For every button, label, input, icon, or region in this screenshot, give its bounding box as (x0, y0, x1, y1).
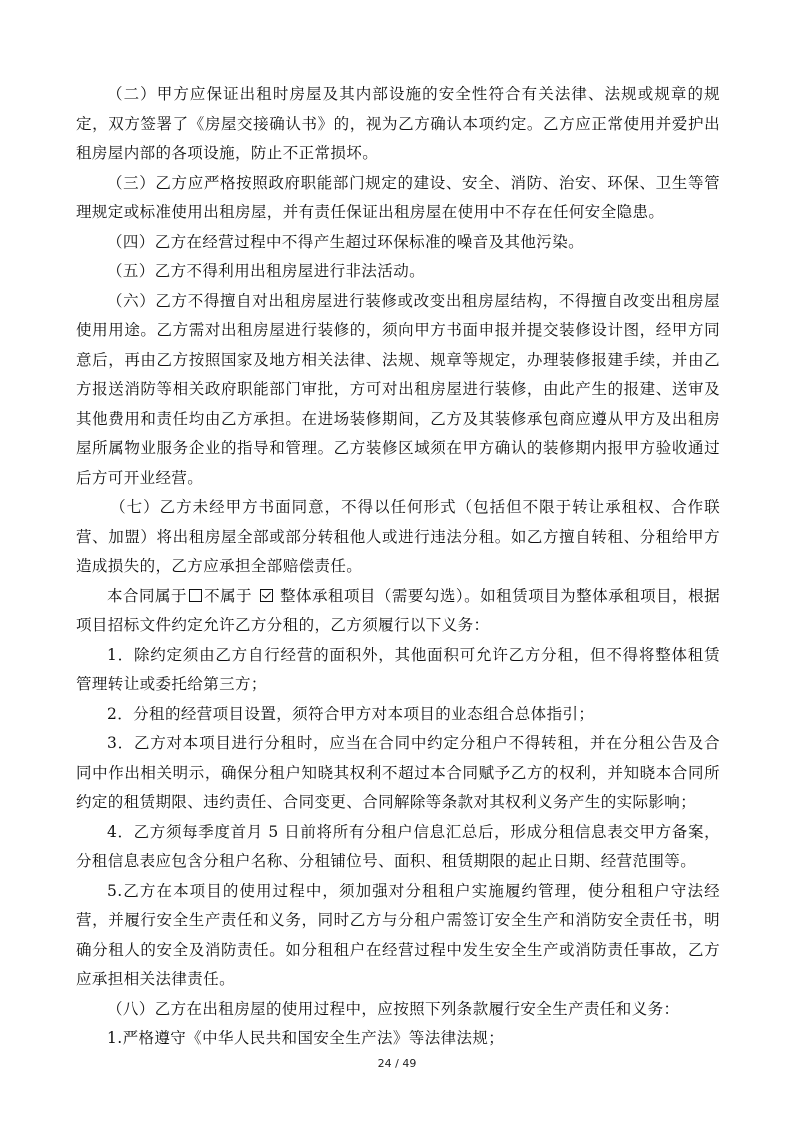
clause-4: （四）乙方在经营过程中不得产生超过环保标准的噪音及其他污染。 (107, 232, 585, 251)
clause-8: （八）乙方在出租房屋的使用过程中，应按照下列条款履行安全生产责任和义务： (107, 999, 680, 1018)
sublease-item-5: 5.乙方在本项目的使用过程中，须加强对分租租户实施履约管理，使分租租户守法经营，并履行安全生产责任和义务，同时乙方与分租户需签订安全生产和消防安全责任书，明确分租人的安全及消防责任。如分租租户在经营过程中发生安全生产或消防责任事故，乙方应承担相关法律责任。 (76, 881, 720, 988)
checkbox-text-before: 本合同属于 (107, 586, 187, 605)
clause-6: （六）乙方不得擅自对出租房屋进行装修或改变出租房屋结构，不得擅自改变出租房屋使用用途。乙方需对出租房屋进行装修的，须向甲方书面申报并提交装修设计图，经甲方同意后，再由乙方按照国家及地方相关法律、法规、规章等规定，办理装修报建手续，并由乙方报送消防等相关政府职能部门审批，方可对出租房屋进行装修，由此产生的报建、送审及其他费用和责任均由乙方承担。在进场装修期间，乙方及其装修承包商应遵从甲方及出租房屋所属物业服务企业的指导和管理。乙方装修区域须在甲方确认的装修期内报甲方验收通过后方可开业经营。 (76, 291, 720, 487)
clause-3: （三）乙方应严格按照政府职能部门规定的建设、安全、消防、治安、环保、卫生等管理规定或标准使用出租房屋，并有责任保证出租房屋在使用中不存在任何安全隐患。 (76, 173, 720, 221)
sublease-item-1: 1．除约定须由乙方自行经营的面积外，其他面积可允许乙方分租，但不得将整体租赁管理转让或委托给第三方； (76, 645, 720, 693)
sublease-item-4: 4．乙方须每季度首月 5 日前将所有分租户信息汇总后，形成分租信息表交甲方备案，分租信息表应包含分租户名称、分租铺位号、面积、租赁期限的起止日期、经营范围等。 (76, 822, 720, 870)
checkbox-text-mid: 不属于 (203, 586, 253, 605)
document-body (76, 80, 720, 1054)
page-number: 24 / 49 (377, 1057, 417, 1070)
clause-8-item-1: 1.严格遵守《中华人民共和国安全生产法》等法律法规； (107, 1029, 505, 1047)
checkbox-text-after: 整体承租项目（需要勾选）。如租赁项目为整体承租项目，根据项目招标文件约定允许乙方分租的，乙方须履行以下义务： (76, 586, 721, 634)
sublease-item-2: 2．分租的经营项目设置，须符合甲方对本项目的业态组合总体指引； (107, 704, 595, 723)
clause-5: （五）乙方不得利用出租房屋进行非法活动。 (107, 262, 426, 280)
checkbox-belongs-unchecked[interactable] (189, 589, 202, 602)
clause-7: （七）乙方未经甲方书面同意，不得以任何形式（包括但不限于转让承租权、合作联营、加盟）将出租房屋全部或部分转租他人或进行违法分租。如乙方擅自转租、分租给甲方造成损失的，乙方应承担全部赔偿责任。 (76, 498, 720, 575)
checkbox-not-belongs-checked[interactable] (260, 589, 273, 602)
clause-2: （二）甲方应保证出租时房屋及其内部设施的安全性符合有关法律、法规或规章的规定，双方签署了《房屋交接确认书》的，视为乙方确认本项约定。乙方应正常使用并爱护出租房屋内部的各项设施，防止不正常损坏。 (76, 85, 720, 162)
sublease-item-3: 3．乙方对本项目进行分租时，应当在合同中约定分租户不得转租，并在分租公告及合同中作出相关明示，确保分租户知晓其权利不超过本合同赋予乙方的权利，并知晓本合同所约定的租赁期限、违约责任、合同变更、合同解除等条款对其权利义务产生的实际影响； (76, 734, 720, 811)
checkbox-paragraph (76, 582, 720, 641)
